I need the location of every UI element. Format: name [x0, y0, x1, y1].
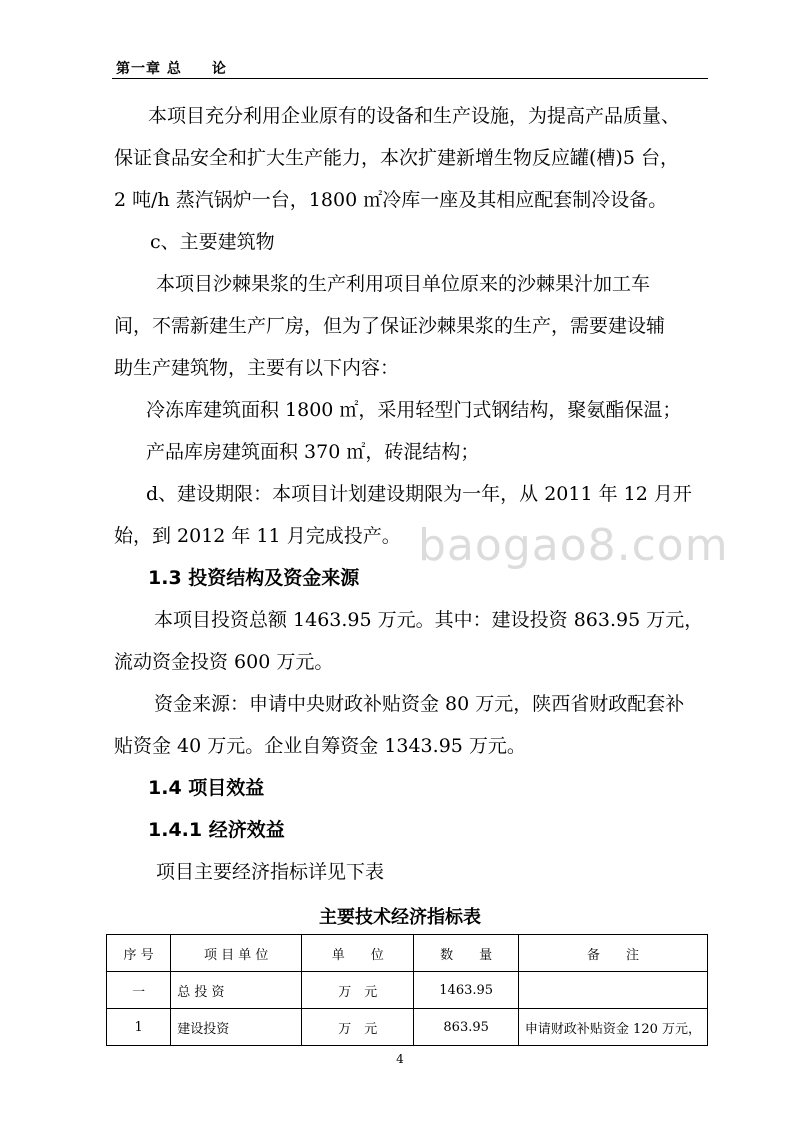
table-cell: 申请财政补贴资金 120 万元， [518, 1009, 707, 1046]
paragraph-line: 流动资金投资 600 万元。 [114, 651, 334, 673]
section-heading-1-4: 1.4 项目效益 [148, 777, 265, 799]
paragraph-line: 2 吨/h 蒸汽锅炉一台，1800 ㎡冷库一座及其相应配套制冷设备。 [114, 189, 668, 211]
paragraph-line: 本项目充分利用企业原有的设备和生产设施，为提高产品质量、 [148, 105, 681, 127]
paragraph-line: 贴资金 40 万元。企业自筹资金 1343.95 万元。 [114, 735, 526, 757]
table-title: 主要技术经济指标表 [319, 907, 481, 928]
paragraph-line: 本项目投资总额 1463.95 万元。其中：建设投资 863.95 万元， [154, 609, 704, 631]
table-cell [518, 972, 707, 1009]
paragraph-line: 项目主要经济指标详见下表 [156, 861, 385, 883]
table-cell: 总 投 资 [171, 972, 302, 1009]
table-header-cell: 单 位 [302, 935, 414, 972]
table-cell: 万 元 [302, 972, 414, 1009]
table-cell: 建设投资 [171, 1009, 302, 1046]
table-row [107, 1009, 708, 1046]
paragraph-line: 冷冻库建筑面积 1800 ㎡，采用轻型门式钢结构，聚氨酯保温； [146, 399, 682, 421]
table-header-cell: 序 号 [107, 935, 171, 972]
table-cell: 1 [107, 1009, 171, 1046]
table-header-cell: 数 量 [414, 935, 519, 972]
section-c-title: c、主要建筑物 [150, 231, 275, 253]
table-cell: 万 元 [302, 1009, 414, 1046]
table-header-row [107, 935, 708, 972]
page-header [112, 56, 708, 79]
table-cell: 863.95 [414, 1009, 519, 1046]
paragraph-line: 始，到 2012 年 11 月完成投产。 [114, 525, 401, 547]
table-row [107, 972, 708, 1009]
table-cell: 1463.95 [414, 972, 519, 1009]
table-header-cell: 备 注 [518, 935, 707, 972]
table-header-cell: 项 目 单 位 [171, 935, 302, 972]
page-number: 4 [396, 1052, 404, 1066]
chapter-title: 第一章 总 论 [116, 61, 227, 77]
paragraph-line: 本项目沙棘果浆的生产利用项目单位原来的沙棘果汁加工车 [156, 273, 651, 295]
paragraph-line: 资金来源：申请中央财政补贴资金 80 万元，陕西省财政配套补 [154, 693, 685, 715]
watermark: baogao8.com [418, 520, 729, 571]
section-heading-1-3: 1.3 投资结构及资金来源 [148, 567, 360, 589]
paragraph-line: 助生产建筑物，主要有以下内容： [114, 357, 400, 379]
paragraph-line: 保证食品安全和扩大生产能力，本次扩建新增生物反应罐(槽)5 台， [114, 147, 679, 169]
paragraph-line: d、建设期限：本项目计划建设期限为一年，从 2011 年 12 月开 [146, 483, 692, 505]
paragraph-line: 产品库房建筑面积 370 ㎡，砖混结构； [146, 441, 480, 463]
section-heading-1-4-1: 1.4.1 经济效益 [148, 819, 285, 841]
economic-indicators-table [106, 934, 708, 1046]
table-cell: 一 [107, 972, 171, 1009]
paragraph-line: 间，不需新建生产厂房，但为了保证沙棘果浆的生产，需要建设辅 [114, 315, 666, 337]
